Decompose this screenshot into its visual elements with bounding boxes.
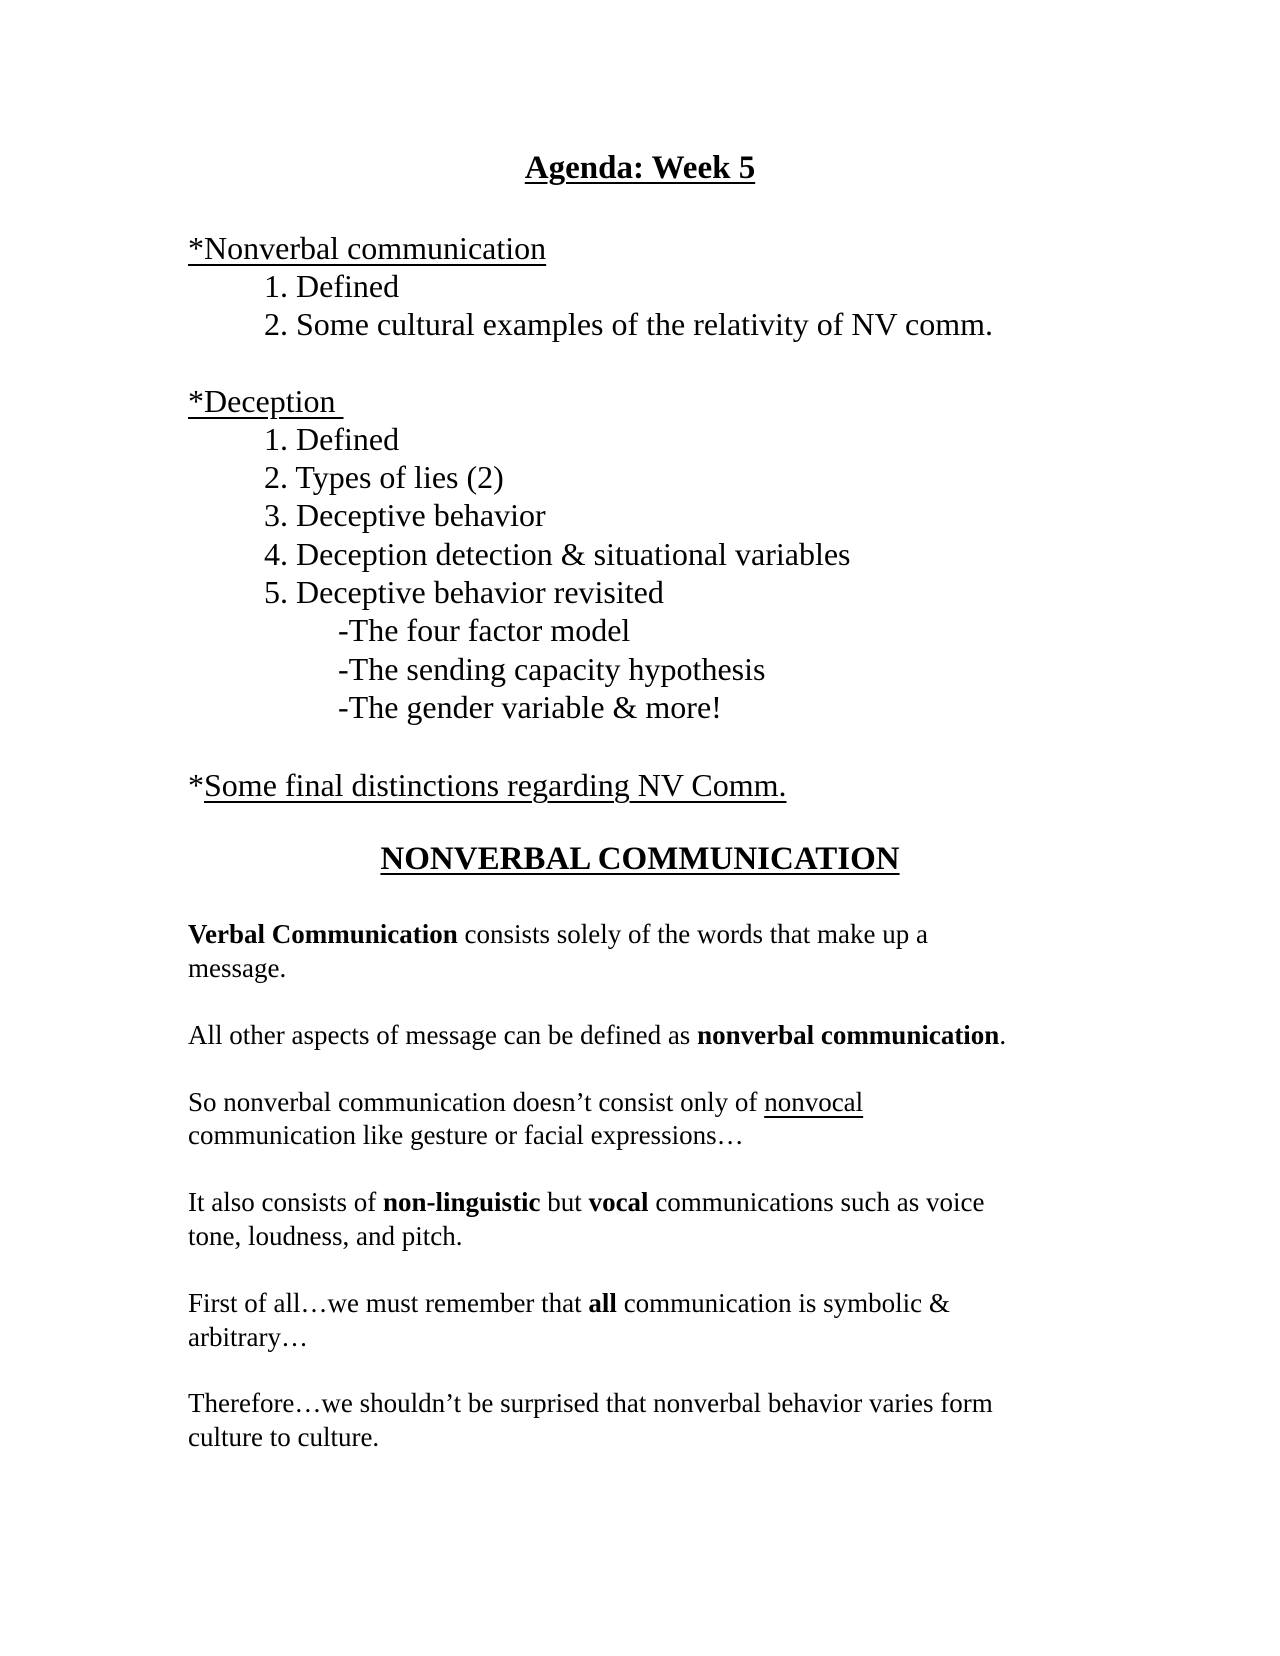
nonverbal-title: NONVERBAL COMMUNICATION bbox=[380, 841, 900, 877]
agenda-subitem: -The sending capacity hypothesis bbox=[338, 651, 766, 687]
paragraph-culture-line1: Therefore…we shouldn’t be surprised that nonverbal behavior varies form bbox=[188, 1388, 993, 1418]
agenda-item: 4. Deception detection & situational variables bbox=[264, 536, 851, 572]
agenda-item: 1. Defined bbox=[264, 268, 400, 304]
agenda-item: 5. Deceptive behavior revisited bbox=[264, 574, 664, 610]
term-vocal: vocal bbox=[588, 1187, 649, 1217]
paragraph-nonvocal-line1 bbox=[188, 1089, 863, 1116]
agenda-subitem: -The gender variable & more! bbox=[338, 689, 722, 725]
agenda-subitem: -The four factor model bbox=[338, 612, 631, 648]
paragraph-verbal-line1 bbox=[188, 921, 928, 948]
agenda-star: * bbox=[188, 767, 204, 803]
paragraph-text: consists solely of the words that make up a bbox=[457, 919, 928, 949]
paragraph-text: communication is symbolic & bbox=[616, 1288, 950, 1318]
agenda-section-deception-heading: *Deception bbox=[188, 383, 344, 419]
paragraph-symbolic-line1 bbox=[188, 1290, 950, 1317]
paragraph-text: All other aspects of message can be defined as bbox=[188, 1020, 698, 1050]
paragraph-symbolic-line2: arbitrary… bbox=[188, 1322, 308, 1352]
paragraph-other-aspects bbox=[188, 1022, 1006, 1049]
paragraph-culture-line2: culture to culture. bbox=[188, 1422, 380, 1452]
agenda-item: 2. Types of lies (2) bbox=[264, 459, 504, 495]
term-non-linguistic: non-linguistic bbox=[383, 1187, 541, 1217]
agenda-section-final-text: Some final distinctions regarding NV Comm. bbox=[204, 767, 787, 803]
paragraph-nonvocal-line2: communication like gesture or facial expressions… bbox=[188, 1120, 744, 1150]
term-nonvocal: nonvocal bbox=[764, 1087, 864, 1117]
paragraph-vocal-line2: tone, loudness, and pitch. bbox=[188, 1221, 463, 1251]
agenda-item: 2. Some cultural examples of the relativity of NV comm. bbox=[264, 306, 994, 342]
agenda-item: 1. Defined bbox=[264, 421, 400, 457]
paragraph-text: It also consists of bbox=[188, 1187, 383, 1217]
agenda-title: Agenda: Week 5 bbox=[524, 150, 756, 186]
paragraph-vocal-line1 bbox=[188, 1189, 984, 1216]
agenda-section-nonverbal-heading: *Nonverbal communication bbox=[188, 230, 547, 266]
paragraph-text: . bbox=[999, 1020, 1007, 1050]
term-verbal-communication: Verbal Communication bbox=[188, 919, 458, 949]
paragraph-text: communications such as voice bbox=[648, 1187, 985, 1217]
agenda-item: 3. Deceptive behavior bbox=[264, 497, 546, 533]
paragraph-text: So nonverbal communication doesn’t consist only of bbox=[188, 1087, 765, 1117]
paragraph-verbal-line2: message. bbox=[188, 953, 287, 983]
paragraph-text: First of all…we must remember that bbox=[188, 1288, 589, 1318]
agenda-section-final-heading bbox=[188, 769, 786, 801]
term-nonverbal-communication: nonverbal communication bbox=[697, 1020, 1000, 1050]
term-all: all bbox=[588, 1288, 617, 1318]
paragraph-text: but bbox=[540, 1187, 589, 1217]
